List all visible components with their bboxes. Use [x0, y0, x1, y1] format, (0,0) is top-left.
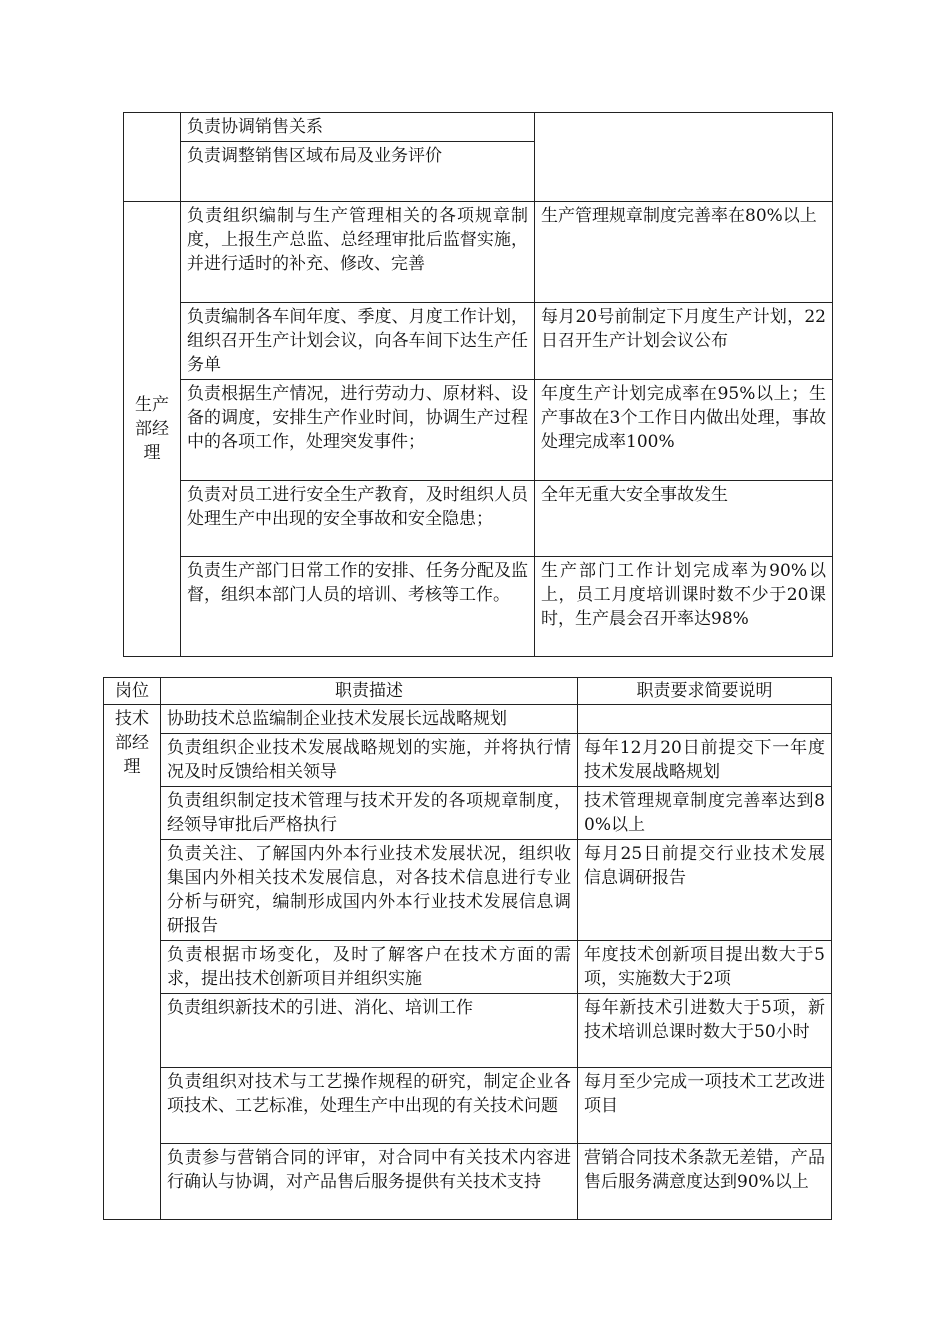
- table-row: [104, 705, 832, 734]
- table-row: [124, 202, 833, 303]
- table-row: [124, 113, 833, 142]
- requirement-cell: 技术管理规章制度完善率达到80%以上: [578, 787, 832, 840]
- technical-manager-table: [103, 677, 832, 1220]
- dept-cell-empty: [124, 113, 181, 202]
- duty-cell: 负责组织制定技术管理与技术开发的各项规章制度，经领导审批后严格执行: [161, 787, 578, 840]
- table-row: [104, 840, 832, 941]
- duty-cell: 负责根据生产情况，进行劳动力、原材料、设备的调度，安排生产作业时间，协调生产过程中的各项工作，处理突发事件；: [181, 380, 535, 481]
- duty-cell: 负责关注、了解国内外本行业技术发展状况，组织收集国内外相关技术发展信息，对各技术信息进行专业分析与研究，编制形成国内外本行业技术发展信息调研报告: [161, 840, 578, 941]
- duty-cell: 负责组织新技术的引进、消化、培训工作: [161, 994, 578, 1068]
- requirement-cell: 生产部门工作计划完成率为90%以上，员工月度培训课时数不少于20课时，生产晨会召开率达98%: [535, 557, 833, 657]
- duty-cell: 负责组织对技术与工艺操作规程的研究，制定企业各项技术、工艺标准，处理生产中出现的有关技术问题: [161, 1068, 578, 1144]
- table-row: [124, 557, 833, 657]
- duty-cell: 负责对员工进行安全生产教育，及时组织人员处理生产中出现的安全事故和安全隐患；: [181, 481, 535, 557]
- requirement-cell: [578, 705, 832, 734]
- production-manager-table: [123, 112, 833, 657]
- table-header-row: [104, 678, 832, 705]
- requirement-cell: 每月20号前制定下月度生产计划，22日召开生产计划会议公布: [535, 303, 833, 380]
- header-duty: 职责描述: [161, 678, 578, 705]
- dept-cell: 生产部经理: [124, 202, 181, 657]
- table-row: [104, 1068, 832, 1144]
- requirement-cell: 每年12月20日前提交下一年度技术发展战略规划: [578, 734, 832, 787]
- table-row: [124, 380, 833, 481]
- requirement-cell: 年度技术创新项目提出数大于5项，实施数大于2项: [578, 941, 832, 994]
- duty-cell: 负责生产部门日常工作的安排、任务分配及监督，组织本部门人员的培训、考核等工作。: [181, 557, 535, 657]
- duty-cell: 负责参与营销合同的评审，对合同中有关技术内容进行确认与协调，对产品售后服务提供有关技术支持: [161, 1144, 578, 1220]
- requirement-cell: 每年新技术引进数大于5项，新技术培训总课时数大于50小时: [578, 994, 832, 1068]
- requirement-cell-empty: [535, 113, 833, 202]
- requirement-cell: 营销合同技术条款无差错，产品售后服务满意度达到90%以上: [578, 1144, 832, 1220]
- header-requirement: 职责要求简要说明: [578, 678, 832, 705]
- header-position: 岗位: [104, 678, 161, 705]
- table-row: [104, 787, 832, 840]
- table-row: [104, 994, 832, 1068]
- requirement-cell: 全年无重大安全事故发生: [535, 481, 833, 557]
- table-row: [104, 941, 832, 994]
- requirement-cell: 每月至少完成一项技术工艺改进项目: [578, 1068, 832, 1144]
- requirement-cell: 生产管理规章制度完善率在80%以上: [535, 202, 833, 303]
- table-row: [104, 1144, 832, 1220]
- duty-cell: 协助技术总监编制企业技术发展长远战略规划: [161, 705, 578, 734]
- duty-cell: 负责编制各车间年度、季度、月度工作计划，组织召开生产计划会议，向各车间下达生产任务单: [181, 303, 535, 380]
- duty-cell: 负责组织编制与生产管理相关的各项规章制度，上报生产总监、总经理审批后监督实施，并进行适时的补充、修改、完善: [181, 202, 535, 303]
- duty-cell: 负责组织企业技术发展战略规划的实施，并将执行情况及时反馈给相关领导: [161, 734, 578, 787]
- dept-cell: 技术部经理: [104, 705, 161, 1220]
- table-row: [124, 303, 833, 380]
- table-row: [124, 481, 833, 557]
- duty-cell: 负责根据市场变化，及时了解客户在技术方面的需求，提出技术创新项目并组织实施: [161, 941, 578, 994]
- table-row: [104, 734, 832, 787]
- requirement-cell: 每月25日前提交行业技术发展信息调研报告: [578, 840, 832, 941]
- duty-cell: 负责协调销售关系: [181, 113, 535, 142]
- requirement-cell: 年度生产计划完成率在95%以上；生产事故在3个工作日内做出处理，事故处理完成率100%: [535, 380, 833, 481]
- duty-cell: 负责调整销售区域布局及业务评价: [181, 142, 535, 202]
